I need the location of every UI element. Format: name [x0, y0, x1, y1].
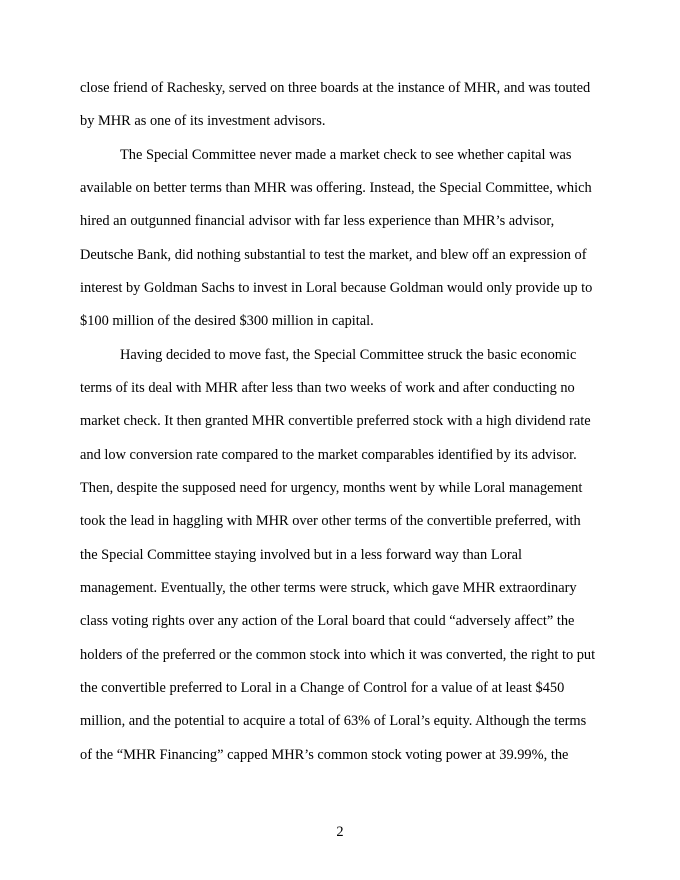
- text-line: the convertible preferred to Loral in a Change of Control for a value of at least $450: [80, 680, 565, 696]
- text-line: hired an outgunned financial advisor with far less experience than MHR’s advisor,: [80, 213, 555, 229]
- text-line: Then, despite the supposed need for urgency, months went by while Loral management: [80, 480, 583, 496]
- page-number: 2: [336, 824, 344, 840]
- text-line: million, and the potential to acquire a total of 63% of Loral’s equity. Although the terms: [80, 713, 587, 729]
- paragraph-first-line: Having decided to move fast, the Special Committee struck the basic economic: [120, 347, 577, 363]
- text-line: close friend of Rachesky, served on three boards at the instance of MHR, and was touted: [80, 80, 591, 96]
- text-line: the Special Committee staying involved but in a less forward way than Loral: [80, 547, 523, 563]
- text-line: Deutsche Bank, did nothing substantial to test the market, and blew off an expression of: [80, 247, 587, 263]
- text-line: interest by Goldman Sachs to invest in Loral because Goldman would only provide up to: [80, 280, 593, 296]
- text-line: and low conversion rate compared to the market comparables identified by its advisor.: [80, 447, 577, 463]
- paragraph-first-line: The Special Committee never made a market check to see whether capital was: [120, 147, 572, 163]
- text-line: terms of its deal with MHR after less than two weeks of work and after conducting no: [80, 380, 575, 396]
- text-line: available on better terms than MHR was offering. Instead, the Special Committee, which: [80, 180, 592, 196]
- text-line: by MHR as one of its investment advisors.: [80, 113, 326, 129]
- text-line: market check. It then granted MHR convertible preferred stock with a high dividend rate: [80, 413, 591, 429]
- text-line: class voting rights over any action of the Loral board that could “adversely affect” the: [80, 613, 575, 629]
- text-line: took the lead in haggling with MHR over other terms of the convertible preferred, with: [80, 513, 581, 529]
- text-line: holders of the preferred or the common stock into which it was converted, the right to put: [80, 647, 596, 663]
- text-line: of the “MHR Financing” capped MHR’s common stock voting power at 39.99%, the: [80, 747, 569, 763]
- text-line: $100 million of the desired $300 million in capital.: [80, 313, 374, 329]
- text-line: management. Eventually, the other terms were struck, which gave MHR extraordinary: [80, 580, 577, 596]
